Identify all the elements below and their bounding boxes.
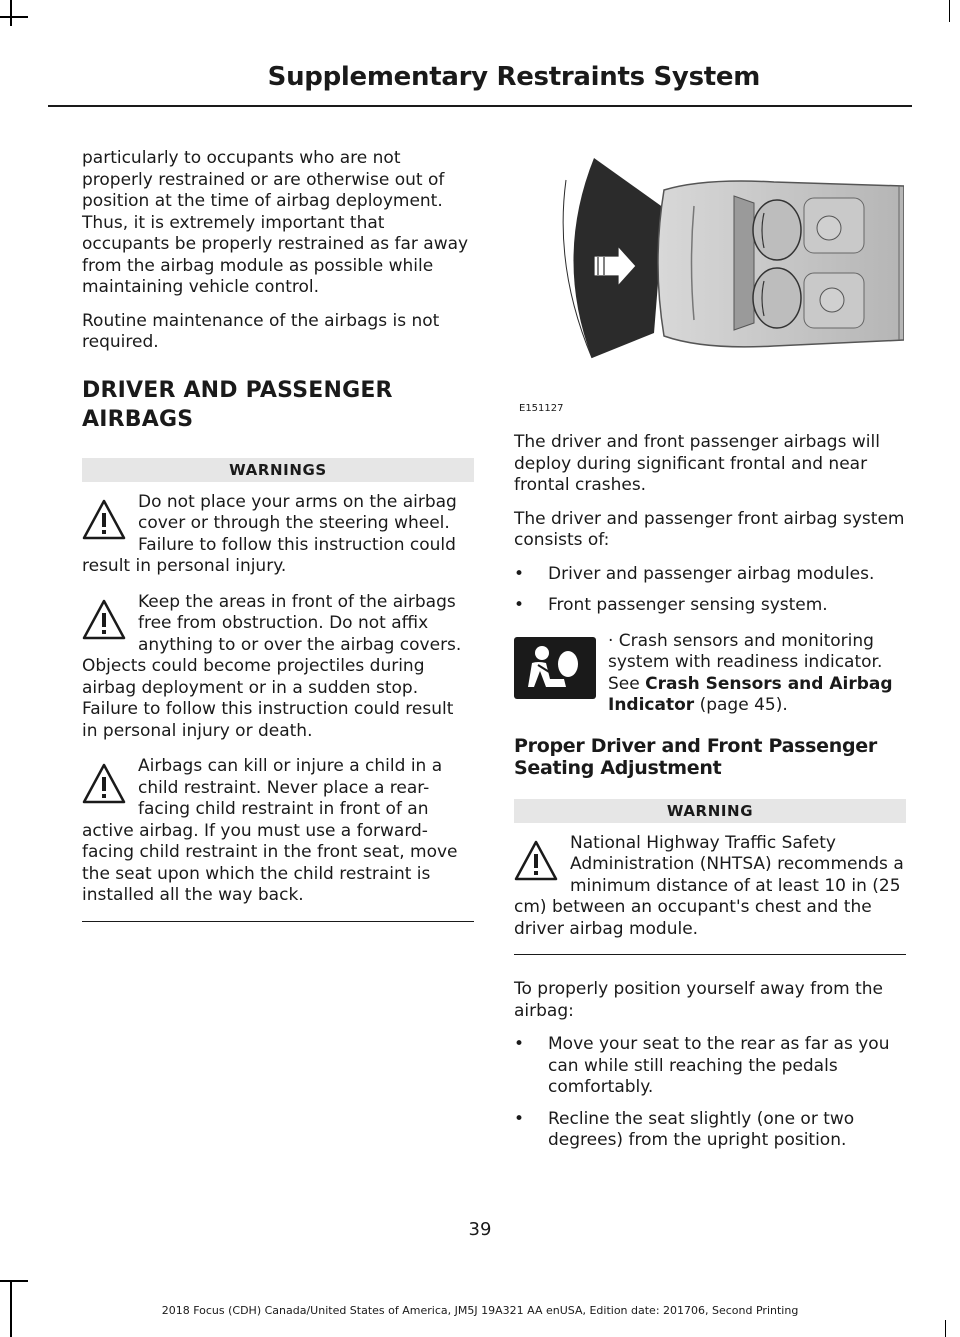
paragraph: The driver and passenger front airbag system consists of: — [514, 508, 905, 550]
paragraph: particularly to occupants who are not properly restrained or are otherwise out of position at the time of airbag deployment. Thus, it is extremely important that occupants be properly restrained as far away from the airbag module as possible while maintaining vehicle control. — [82, 148, 469, 297]
warning-item — [82, 592, 474, 743]
warning-item — [82, 492, 474, 578]
list-item — [514, 564, 906, 586]
section-title-line: DRIVER AND PASSENGER — [82, 377, 393, 403]
bullet-mark: • — [514, 1108, 525, 1129]
header-rule — [48, 105, 912, 107]
figure-id: E151127 — [519, 403, 564, 414]
warning-text: Do not place your arms on the airbag cover or through the steering wheel. Failure to follow this instruction could result in personal injury. — [82, 491, 457, 576]
bullet-mark: • — [514, 595, 525, 615]
crop-mark — [945, 1320, 947, 1337]
paragraph: Routine maintenance of the airbags is not required. — [82, 310, 440, 352]
list-item — [514, 595, 906, 617]
airbag-indicator-icon — [514, 637, 596, 699]
page-reference: (page 45). — [694, 695, 788, 715]
crop-mark — [0, 16, 28, 18]
list-item — [514, 1109, 906, 1152]
crop-mark — [10, 0, 12, 26]
list-item — [514, 1034, 906, 1099]
warning-text: Keep the areas in front of the airbags free from obstruction. Do not affix anything to or over the airbag covers. Objects could become projectiles during airbag deployment or in a sudden stop. Failure to follow this instruction could result in personal injury or death. — [82, 591, 462, 741]
warning-text: Airbags can kill or injure a child in a child restraint. Never place a rear-facing child restraint in front of an active airbag. If you must use a forward-facing child restraint in the front seat, move the seat upon which the child restraint is installed all the way back. — [82, 756, 458, 905]
section-title — [82, 376, 474, 434]
warning-triangle-icon — [82, 762, 126, 806]
crop-mark — [0, 1280, 28, 1282]
airbag-deployment-figure — [514, 158, 904, 388]
cross-reference-link[interactable]: Crash Sensors and Airbag Indicator — [608, 673, 893, 715]
icon-item-text: · Crash sensors and monitoring system with readiness indicator. See — [608, 630, 883, 694]
warning-end-rule — [514, 954, 906, 955]
warning-text: National Highway Traffic Safety Administration (NHTSA) recommends a minimum distance of at least 10 in (25 cm) between an occupant's chest and the driver airbag module. — [514, 832, 904, 939]
warning-triangle-icon — [82, 598, 126, 642]
warning-item — [514, 833, 906, 941]
warning-item — [82, 756, 474, 907]
crop-mark — [949, 0, 951, 22]
list-item-text: Move your seat to the rear as far as you can while still reaching the pedals comfortably. — [548, 1034, 890, 1097]
page-footer: 2018 Focus (CDH) Canada/United States of America, JM5J 19A321 AA enUSA, Edition date: 201706, Second Printing — [161, 1304, 799, 1317]
bullet-mark: • — [514, 563, 525, 584]
page-header-title: Supplementary Restraints System — [267, 62, 760, 92]
section-title-line: AIRBAGS — [82, 406, 194, 432]
subsection-title: Proper Driver and Front Passenger Seating Adjustment — [514, 734, 877, 779]
list-item-text: Front passenger sensing system. — [548, 595, 828, 615]
paragraph: The driver and front passenger airbags will deploy during significant frontal and near frontal crashes. — [514, 432, 880, 495]
warning-triangle-icon — [82, 498, 126, 542]
warnings-header: WARNINGS — [82, 458, 474, 482]
page-number: 39 — [468, 1219, 492, 1240]
warning-triangle-icon — [514, 839, 558, 883]
list-item-text: Driver and passenger airbag modules. — [548, 563, 875, 584]
icon-list-item — [514, 631, 906, 717]
warning-header: WARNING — [514, 799, 906, 823]
warnings-end-rule — [82, 921, 474, 922]
paragraph: To properly position yourself away from the airbag: — [514, 979, 883, 1021]
left-column — [82, 148, 474, 922]
bullet-mark: • — [514, 1034, 525, 1054]
right-column — [514, 432, 906, 1162]
list-item-text: Recline the seat slightly (one or two degrees) from the upright position. — [548, 1108, 855, 1150]
